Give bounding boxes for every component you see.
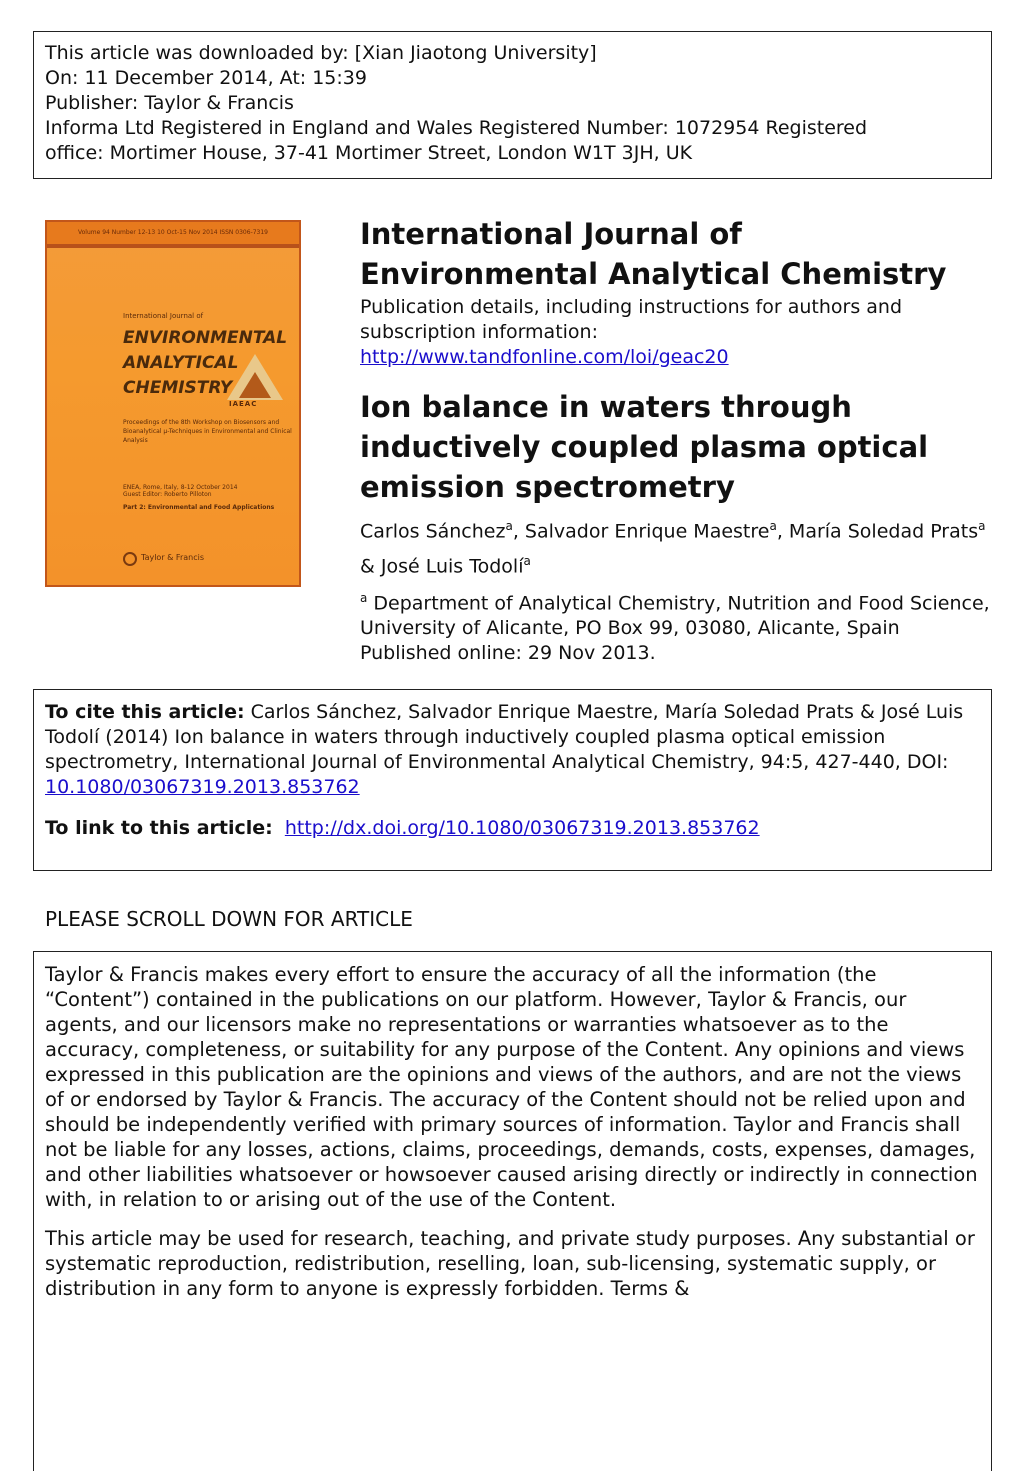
author-separator: ,: [512, 520, 525, 543]
cover-guest-editor: Guest Editor: Roberto Pilloton: [123, 491, 212, 498]
affiliation-marker: a: [978, 519, 986, 533]
author-name: María Soledad Prats: [788, 520, 979, 543]
affiliation: [360, 586, 990, 666]
publication-details-text: Publication details, including instructions for authors and subscription information:: [360, 296, 903, 343]
author-name: Salvador Enrique Maestre: [524, 520, 770, 543]
disclaimer-box: [33, 951, 992, 1471]
article-header: [360, 214, 990, 666]
cover-title-line-2: ANALYTICAL: [123, 353, 239, 373]
cover-proceedings: Proceedings of the 8th Workshop on Biosensors and Bioanalytical µ-Techniques in Environmental and Clinical Analysis: [123, 419, 292, 444]
affiliation-marker: a: [769, 519, 777, 533]
download-line-office: office: Mortimer House, 37-41 Mortimer Street, London W1T 3JH, UK: [45, 142, 693, 164]
cover-venue: ENEA, Rome, Italy, 8-12 October 2014: [123, 484, 238, 491]
journal-url-link[interactable]: http://www.tandfonline.com/loi/geac20: [360, 346, 729, 368]
cover-title-line-3: CHEMISTRY: [123, 378, 233, 398]
affiliation-marker: a: [360, 590, 368, 605]
journal-cover-image: [45, 220, 301, 587]
journal-title: International Journal of Environmental Analytical Chemistry: [360, 217, 947, 291]
cover-small-head: International Journal of: [123, 312, 204, 320]
download-line-date: On: 11 December 2014, At: 15:39: [45, 67, 367, 89]
link-label: To link to this article:: [45, 817, 273, 839]
affiliation-marker: a: [505, 519, 513, 533]
link-row: [45, 816, 980, 841]
cite-row: [45, 700, 980, 800]
disclaimer-paragraph-usage: This article may be used for research, teaching, and private study purposes. Any substantial or systematic reproduction, redistribution, reselling, loan, sub-licensing, systematic supply, or distribution in any form to anyone is expressly forbidden. Terms &: [45, 1227, 975, 1300]
scroll-down-notice: PLEASE SCROLL DOWN FOR ARTICLE: [45, 907, 413, 931]
affiliation-marker: a: [523, 554, 531, 569]
affiliation-text: Department of Analytical Chemistry, Nutrition and Food Science, University of Alicante, PO Box 99, 03080, Alicante, Spain: [360, 591, 990, 639]
publisher-logo-icon: [123, 552, 137, 566]
download-line-publisher: Publisher: Taylor & Francis: [45, 92, 294, 114]
cover-title-line-1: ENVIRONMENTAL: [123, 328, 288, 348]
cover-badge: IAEAC: [229, 400, 258, 408]
download-info-box: [33, 31, 992, 179]
citation-box: [33, 689, 992, 871]
article-title: Ion balance in waters through inductively coupled plasma optical emission spectrometry: [360, 390, 929, 504]
cover-publisher-logo-text: Taylor & Francis: [141, 553, 204, 562]
author-name: José Luis Todolí: [380, 555, 524, 578]
download-line-registration: Informa Ltd Registered in England and Wales Registered Number: 1072954 Registered: [45, 117, 868, 139]
author-list: [360, 511, 990, 582]
author-name: Carlos Sánchez: [360, 520, 506, 543]
cover-part: Part 2: Environmental and Food Applications: [123, 504, 275, 511]
disclaimer-paragraph-accuracy: Taylor & Francis makes every effort to ensure the accuracy of all the information (the “Content”) contained in the publications on our platform. However, Taylor & Francis, our agents, and our licensors make no representations or warranties whatsoever as to the accuracy, completeness, or suitability for any purpose of the Content. Any opinions and views expressed in this publication are the opinions and views of the authors, and are not the views of or endorsed by Taylor & Francis. The accuracy of the Content should not be relied upon and should be independently verified with primary sources of information. Taylor and Francis shall not be liable for any losses, actions, claims, proceedings, demands, costs, expenses, damages, and other liabilities whatsoever or howsoever caused arising directly or indirectly in connection with, in relation to or arising out of the use of the Content.: [45, 963, 978, 1211]
doi-link[interactable]: 10.1080/03067319.2013.853762: [45, 776, 360, 798]
publication-details: [360, 295, 990, 370]
author-separator: ,: [776, 520, 789, 543]
cover-band-divider: [47, 244, 299, 248]
cover-pyramid-inner-icon: [239, 372, 271, 398]
cite-text: Carlos Sánchez, Salvador Enrique Maestre, María Soledad Prats & José Luis Todolí (2014) Ion balance in waters through inductively coupled plasma optical emission spectrometry, International Journal of Environmental Analytical Chemistry, 94:5, 427-440, DOI:: [45, 701, 964, 773]
article-permalink[interactable]: http://dx.doi.org/10.1080/03067319.2013.853762: [284, 817, 760, 839]
author-separator: &: [360, 555, 381, 578]
download-line-source: This article was downloaded by: [Xian Jiaotong University]: [45, 42, 597, 64]
cite-label: To cite this article:: [45, 701, 245, 723]
published-date: Published online: 29 Nov 2013.: [360, 641, 656, 664]
cover-band-text: Volume 94 Number 12-13 10 Oct-15 Nov 2014 ISSN 0306-7319: [47, 222, 299, 244]
